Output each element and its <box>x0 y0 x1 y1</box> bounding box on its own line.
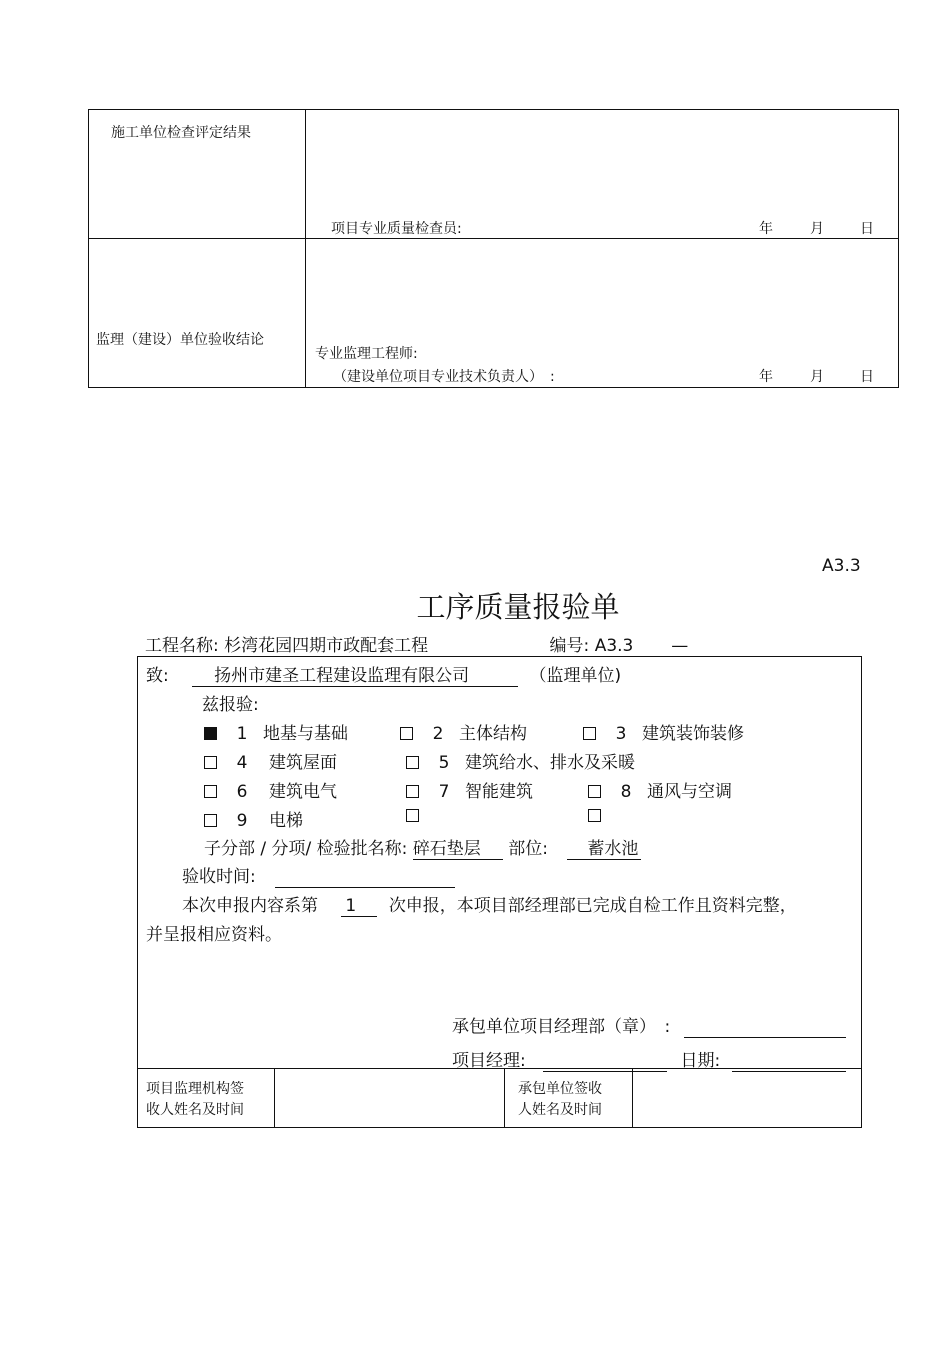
checkbox-item-9[interactable]: 9 电梯 <box>204 806 303 831</box>
row2-date-year: 年 <box>759 369 773 385</box>
contractor-row <box>452 1012 846 1038</box>
row2-date-month: 月 <box>810 369 824 385</box>
row2-signer-label: 专业监理工程师: <box>315 346 418 362</box>
submit-label: 兹报验: <box>202 695 259 715</box>
accept-time-row <box>182 862 455 888</box>
checkbox-item-6[interactable]: 6 建筑电气 <box>204 777 337 802</box>
checkbox-item-blank-2[interactable] <box>588 806 601 826</box>
subitem-value: 碎石垫层 <box>413 834 503 860</box>
row1-signer-label: 项目专业质量检查员: <box>331 221 462 237</box>
checkbox-item-1[interactable]: 1 地基与基础 <box>204 719 348 744</box>
form-code: A3.3 <box>822 556 861 576</box>
to-suffix: （监理单位) <box>529 666 622 686</box>
checkbox-4[interactable] <box>204 756 217 769</box>
checkbox-item-2[interactable]: 2 主体结构 <box>400 719 527 744</box>
checkbox-6[interactable] <box>204 785 217 798</box>
checkbox-5[interactable] <box>406 756 419 769</box>
contractor-field[interactable] <box>684 1017 846 1038</box>
to-label: 致: <box>146 666 169 686</box>
row1-date-day: 日 <box>860 221 874 237</box>
statement-line-1: 本次申报内容系第 1 次申报，本项目部经理部已完成自检工作且资料完整， <box>182 896 797 916</box>
number-label: 编号: <box>549 636 590 656</box>
checkbox-blank-1[interactable] <box>406 809 419 822</box>
to-row <box>146 661 621 687</box>
project-name-value: 杉湾花园四期市政配套工程 <box>224 631 544 657</box>
manager-label: 项目经理: <box>452 1051 526 1071</box>
location-value: 蓄水池 <box>567 834 641 860</box>
checkbox-item-blank-1[interactable] <box>406 806 419 826</box>
form-box <box>137 656 862 1128</box>
checkbox-item-3[interactable]: 3 建筑装饰装修 <box>583 719 744 744</box>
checkbox-item-5[interactable]: 5 建筑给水、排水及采暖 <box>406 748 635 773</box>
checkbox-3[interactable] <box>583 727 596 740</box>
number-prefix: A3.3 <box>595 636 669 657</box>
checkbox-7[interactable] <box>406 785 419 798</box>
checkbox-8[interactable] <box>588 785 601 798</box>
top-table <box>88 109 899 388</box>
submission-count: 1 <box>341 896 377 917</box>
contractor-label: 承包单位项目经理部（章） : <box>452 1017 671 1037</box>
location-label: 部位: <box>508 839 548 859</box>
to-org-value: 扬州市建圣工程建设监理有限公司 <box>192 661 518 687</box>
row1-date-year: 年 <box>759 221 773 237</box>
checkbox-item-4[interactable]: 4 建筑屋面 <box>204 748 337 773</box>
contractor-sign-label: 承包单位签收 人姓名及时间 <box>518 1081 602 1118</box>
subitem-label: 子分部 / 分项/ 检验批名称: <box>204 839 408 859</box>
project-row <box>145 631 803 657</box>
row2-date-day: 日 <box>860 369 874 385</box>
date-label: 日期: <box>680 1051 721 1071</box>
number-dash: — <box>669 636 691 657</box>
row2-signer-sub-label: （建设单位项目专业技术负责人） : <box>333 369 555 385</box>
checkbox-blank-2[interactable] <box>588 809 601 822</box>
top-table-vline <box>305 110 306 387</box>
checkbox-1[interactable] <box>204 727 217 740</box>
row1-label: 施工单位检查评定结果 <box>111 125 251 141</box>
form-title: 工序质量报验单 <box>416 590 620 624</box>
checkbox-item-7[interactable]: 7 智能建筑 <box>406 777 533 802</box>
checkbox-2[interactable] <box>400 727 413 740</box>
statement-line-2: 并呈报相应资料。 <box>146 925 282 945</box>
supervisor-sign-field[interactable] <box>275 1069 504 1127</box>
project-name-label: 工程名称: <box>145 636 219 656</box>
accept-time-field[interactable] <box>275 867 455 888</box>
checkbox-9[interactable] <box>204 814 217 827</box>
subitem-row <box>204 834 641 860</box>
contractor-sign-field[interactable] <box>633 1069 861 1127</box>
supervisor-sign-label: 项目监理机构签 收人姓名及时间 <box>146 1081 244 1118</box>
checkbox-item-8[interactable]: 8 通风与空调 <box>588 777 732 802</box>
row1-date-month: 月 <box>810 221 824 237</box>
number-field[interactable] <box>691 636 803 657</box>
row2-label: 监理（建设）单位验收结论 <box>96 332 264 348</box>
top-table-hline <box>89 238 898 239</box>
accept-time-label: 验收时间: <box>182 867 256 887</box>
bottom-vline-2 <box>504 1068 505 1127</box>
